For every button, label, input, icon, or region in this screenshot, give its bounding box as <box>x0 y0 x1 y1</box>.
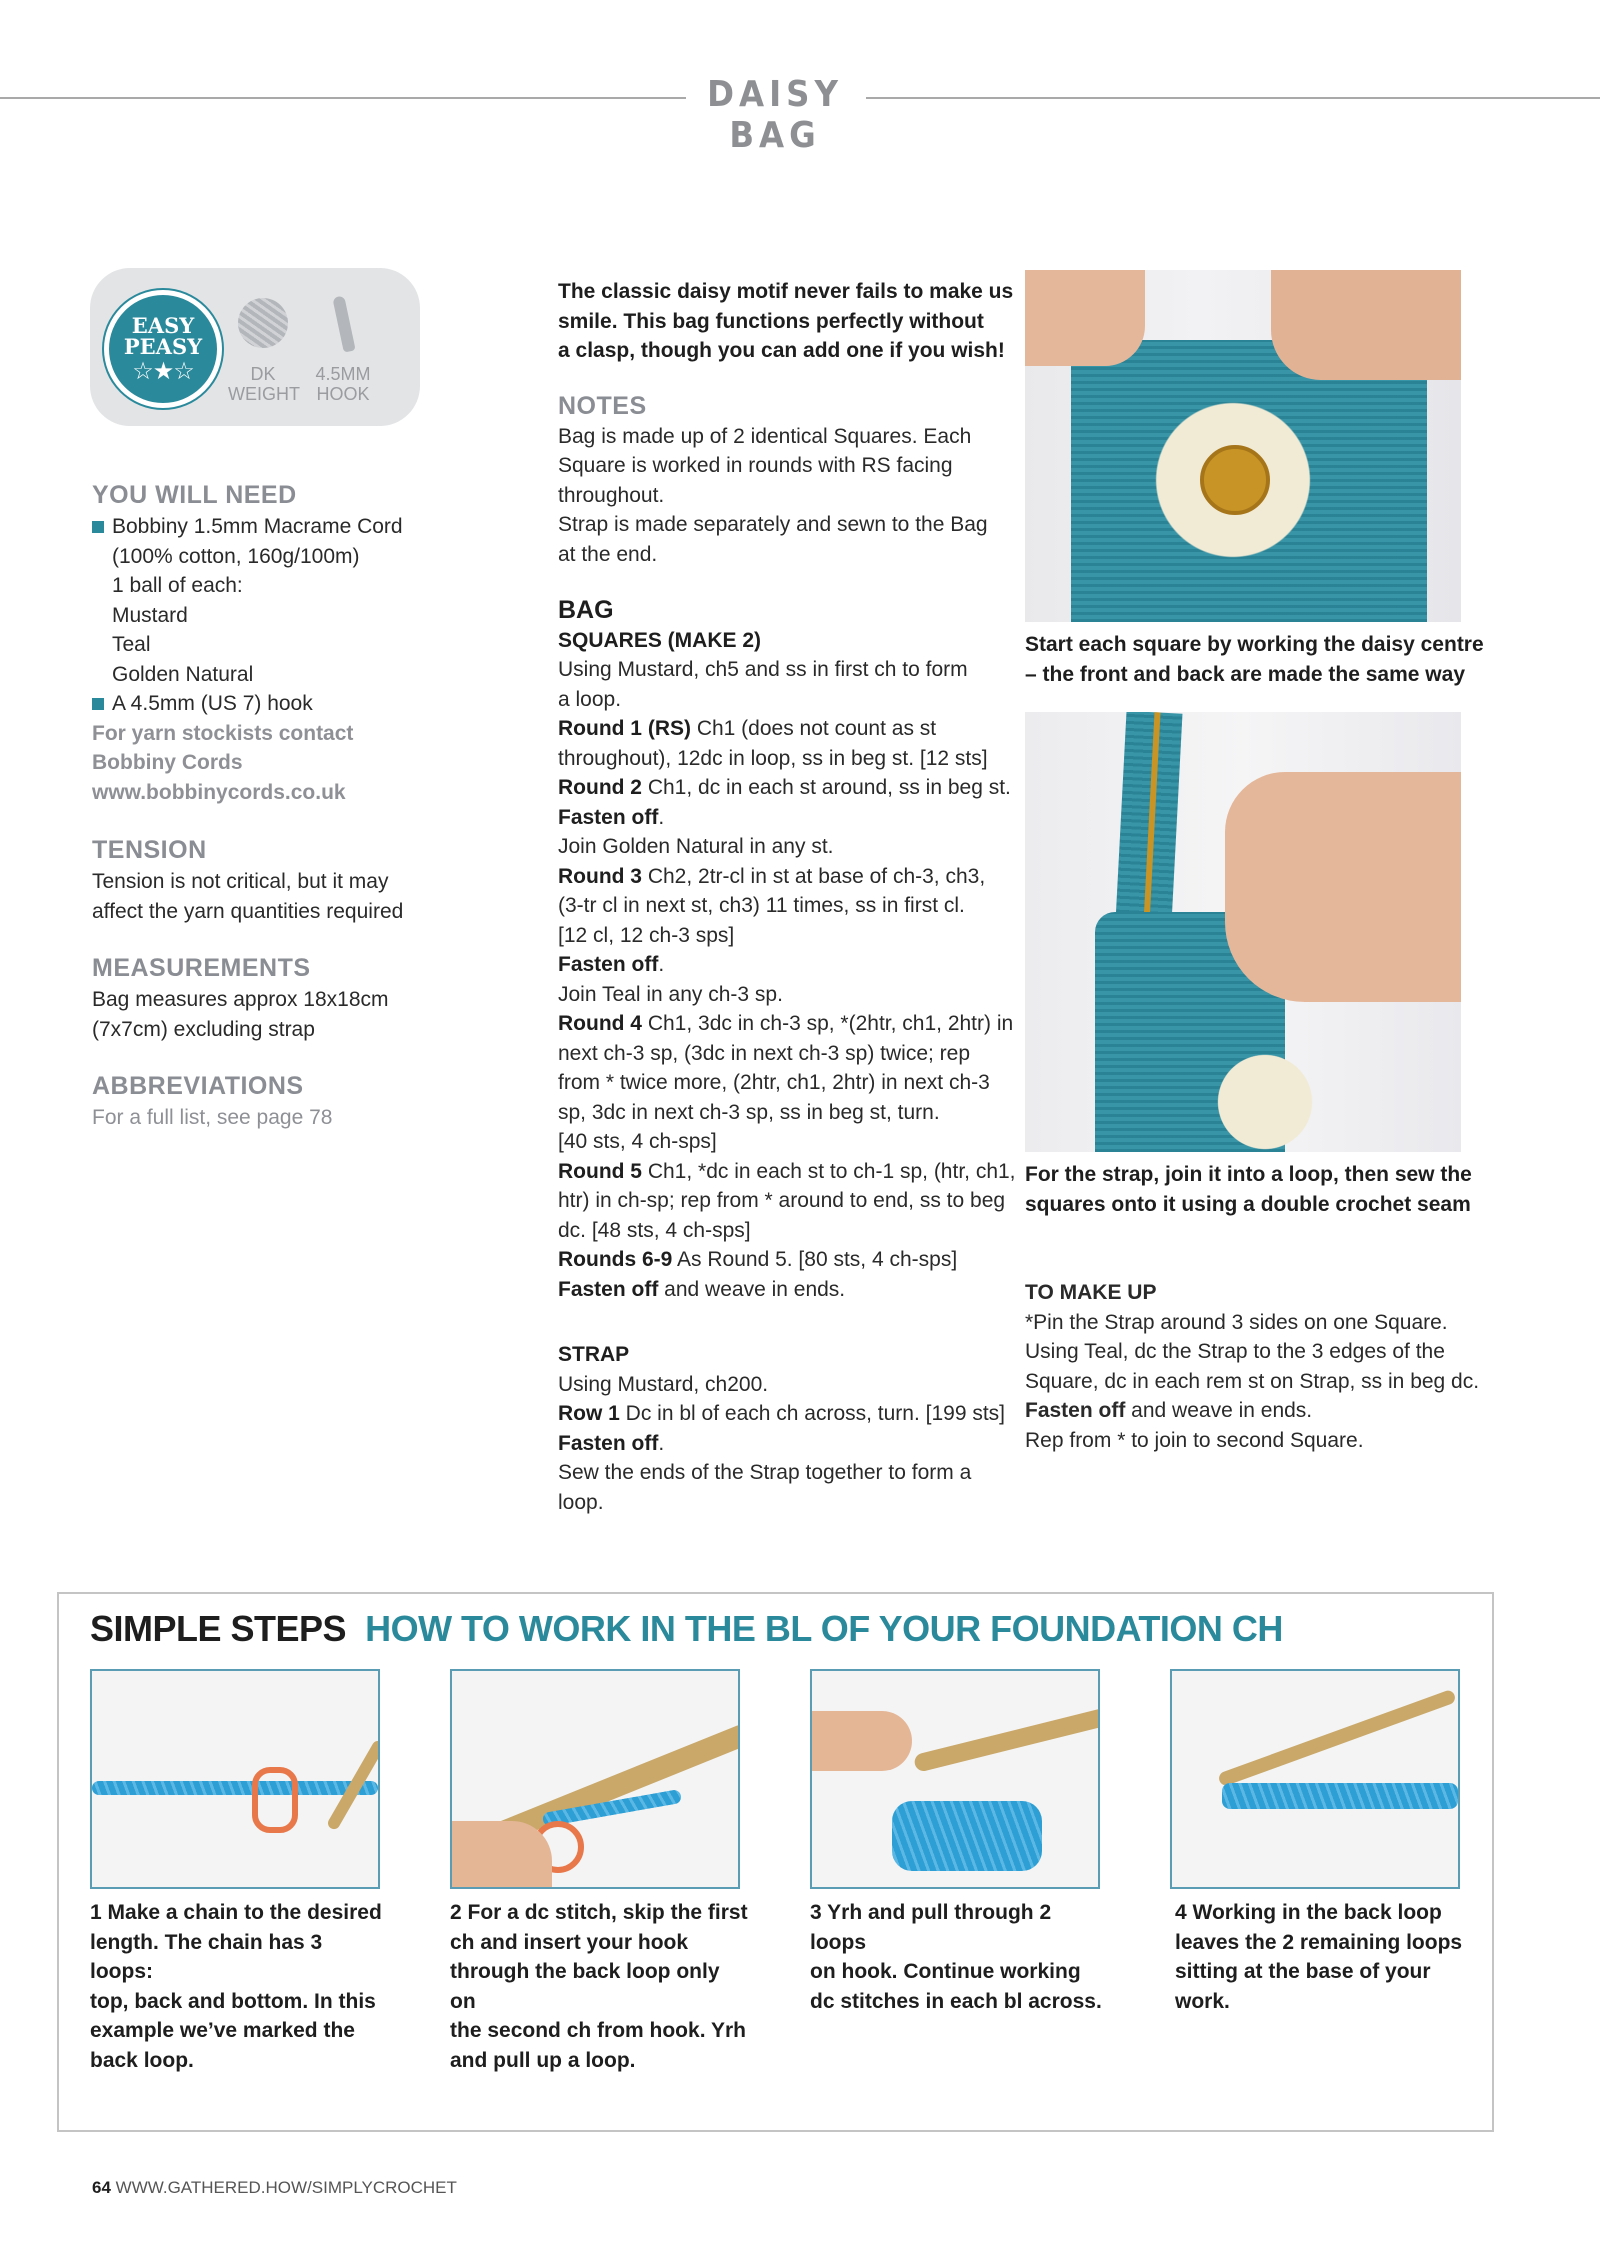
page-number: 64 <box>92 2178 111 2197</box>
daisy-bag-photo-side <box>1025 712 1461 1152</box>
yarn-weight-label: DK WEIGHT <box>228 364 300 404</box>
footer-url: WWW.GATHERED.HOW/SIMPLYCROCHET <box>110 2178 457 2197</box>
step4-text: 4 Working in the back loop leaves the 2 remaining loops sitting at the base of your work. <box>1175 1901 1463 2013</box>
photo1-caption: Start each square by working the daisy centre – the front and back are made the same way <box>1025 633 1484 686</box>
crochet-hook-icon <box>332 295 355 352</box>
crochet-hook <box>913 1707 1100 1773</box>
bullet-square-icon <box>92 521 104 533</box>
finger <box>452 1821 552 1887</box>
hand-left <box>1025 270 1145 366</box>
level-line1: EASY <box>131 313 195 338</box>
daisy-petals <box>1205 1042 1325 1152</box>
simple-steps-subtitle: HOW TO WORK IN THE BL OF YOUR FOUNDATION CH <box>365 1608 1283 1649</box>
easy-peasy-seal <box>104 290 222 408</box>
header-rule-right <box>866 97 1600 99</box>
daisy-bag-photo-front <box>1025 270 1461 622</box>
hand <box>1225 772 1461 1002</box>
level-line2: PEASY <box>123 334 203 359</box>
abbreviations-text: For a full list, see page 78 <box>92 1106 333 1129</box>
page-title: DAISY BAG <box>707 74 843 156</box>
measurements-heading: MEASUREMENTS <box>92 954 311 982</box>
bag-heading: BAG <box>558 596 614 624</box>
intro-text: The classic daisy motif never fails to make us smile. This bag functions perfectly without a clasp, though you can add one if you wish! <box>558 280 1014 362</box>
page-footer <box>92 2178 457 2198</box>
step3-text: 3 Yrh and pull through 2 loops on hook. Continue working dc stitches in each bl across. <box>810 1901 1102 2013</box>
measurements-text: Bag measures approx 18x18cm (7x7cm) excluding strap <box>92 988 389 1041</box>
stockist-link[interactable]: www.bobbinycords.co.uk <box>92 780 346 804</box>
strap-pattern: STRAP Using Mustard, ch200. Row 1 Dc in bl of each ch across, turn. [199 sts] Fasten off. Sew the ends of the Strap together to form a loop. <box>558 1343 1006 1514</box>
daisy-centre <box>1200 445 1270 515</box>
header-rule-left <box>0 97 686 99</box>
hook-size-label: 4.5MM HOOK <box>315 364 371 404</box>
to-make-up-heading: TO MAKE UP <box>1025 1281 1157 1304</box>
crochet-hook <box>1217 1689 1457 1788</box>
you-will-need-heading: YOU WILL NEED <box>92 481 297 509</box>
bullet-square-icon <box>92 698 104 710</box>
photo2-caption: For the strap, join it into a loop, then sew the squares onto it using a double crochet seam <box>1025 1163 1472 1216</box>
stitch-marker <box>252 1767 298 1833</box>
finger <box>812 1711 912 1771</box>
strap-heading: STRAP <box>558 1343 630 1366</box>
yarn-chain <box>92 1781 378 1795</box>
simple-steps-title: SIMPLE STEPS HOW TO WORK IN THE BL OF YOUR FOUNDATION CH <box>90 1608 1283 1649</box>
hand-right <box>1271 270 1461 380</box>
yarn-row <box>1222 1783 1458 1809</box>
tension-text: Tension is not critical, but it may affect the yarn quantities required <box>92 870 404 923</box>
to-make-up-section: TO MAKE UP *Pin the Strap around 3 sides on one Square. Using Teal, dc the Strap to the 3 edges of the Square, dc in each rem st on Strap, ss in beg dc. Fasten off and weave in ends. Rep from * to join to second Square. <box>1025 1281 1480 1452</box>
notes-section: NOTES Bag is made up of 2 identical Squares. Each Square is worked in rounds with RS facing throughout. Strap is made separately and sewn to the Bag at the end. <box>558 392 988 566</box>
yarn-stitches <box>892 1801 1042 1871</box>
notes-heading: NOTES <box>558 392 647 420</box>
you-will-need-list: Bobbiny 1.5mm Macrame Cord (100% cotton, 160g/100m) 1 ball of each: Mustard Teal Golden Natural A 4.5mm (US 7) hook For yarn stockists contact Bobbiny Cords www.bobbinycords.co.uk <box>92 512 403 807</box>
step2-text: 2 For a dc stitch, skip the first ch and insert your hook through the back loop only on the second ch from hook. Yrh and pull up a loop. <box>450 1901 748 2072</box>
step1-text: 1 Make a chain to the desired length. The chain has 3 loops: top, back and bottom. In this example we’ve marked the back loop. <box>90 1901 382 2072</box>
squares-subheading: SQUARES (MAKE 2) <box>558 628 762 652</box>
bag-pattern: BAG SQUARES (MAKE 2) Using Mustard, ch5 and ss in first ch to form a loop. Round 1 (RS) Ch1 (does not count as st throughout), 12dc in loop, ss in beg st. [12 sts] Round 2 Ch1, dc in each st around, ss in beg st. Fasten off. Join Golden Natural in any st. Round 3 Ch2, 2tr-cl in st at base of ch-3, ch3, (3-tr cl in next st, ch3) 11 times, ss in first cl. [12 cl, 12 ch-3 sps] Fasten off. Join Teal in any ch-3 sp. Round 4 Ch1, 3dc in ch-3 sp, *(2htr, ch1, 2htr) in next ch-3 sp, (3dc in next ch-3 sp) twice; rep from * twice more, (2htr, ch1, 2htr) in next ch-3 sp, 3dc in next ch-3 sp, ss in beg st, turn. [40 sts, 4 ch-sps] Round 5 Ch1, *dc in each st to ch-1 sp, (htr, ch1, htr) in ch-sp; rep from * around to end, ss to beg dc. [48 sts, 4 ch-sps] Rounds 6-9 As Round 5. [80 sts, 4 ch-sps] Fasten off and weave in ends. <box>558 596 1016 1301</box>
difficulty-badge <box>90 268 420 426</box>
step1-image <box>90 1669 380 1889</box>
abbreviations-heading: ABBREVIATIONS <box>92 1072 304 1100</box>
yarn-ball-icon <box>238 298 288 348</box>
star-rating: ☆★☆ <box>132 357 194 385</box>
step2-image <box>450 1669 740 1889</box>
tension-heading: TENSION <box>92 836 207 864</box>
step4-image <box>1170 1669 1460 1889</box>
step3-image <box>810 1669 1100 1889</box>
